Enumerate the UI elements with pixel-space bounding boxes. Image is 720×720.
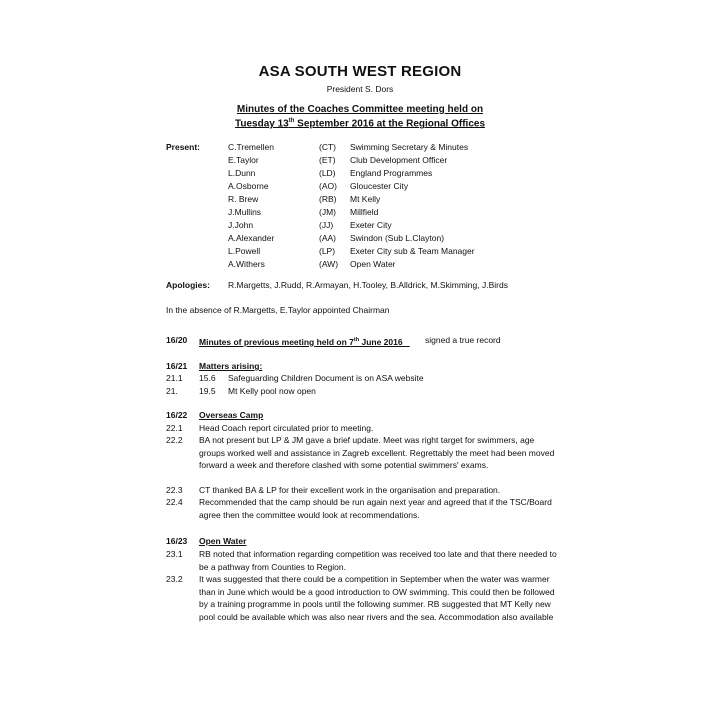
present-member-row bbox=[0, 142, 720, 154]
item-title-16-20: Minutes of previous meeting held on 7th June 2016 bbox=[199, 336, 403, 347]
member-code: (LD) bbox=[319, 168, 336, 178]
member-code: (CT) bbox=[319, 142, 336, 152]
minutes-heading-line-2: Tuesday 13th September 2016 at the Regional Offices bbox=[234, 118, 486, 130]
present-member-row bbox=[0, 168, 720, 180]
row-number: 21.1 bbox=[166, 373, 183, 383]
row-text: Safeguarding Children Document is on ASA website bbox=[228, 373, 424, 383]
overseas-camp-row-text: Recommended that the camp should be run again next year and agreed that if the TSC/Board agree then the committee would look at recommendations. bbox=[199, 497, 552, 520]
member-role: Gloucester City bbox=[350, 181, 409, 191]
member-name: J.Mullins bbox=[228, 207, 262, 217]
member-name: J.John bbox=[228, 220, 254, 230]
president-line: President S. Dors bbox=[326, 84, 394, 94]
row-reference: 19.5 bbox=[199, 385, 216, 396]
present-member-row bbox=[0, 259, 720, 271]
member-name: L.Dunn bbox=[228, 168, 256, 178]
member-name: A.Withers bbox=[228, 259, 265, 269]
item-title-16-21: Matters arising: bbox=[199, 361, 263, 371]
member-name: L.Powell bbox=[228, 246, 261, 256]
member-role: Swindon (Sub L.Clayton) bbox=[350, 233, 445, 243]
apologies-label: Apologies: bbox=[166, 280, 210, 290]
present-member-row bbox=[0, 181, 720, 193]
item-title-16-23: Open Water bbox=[199, 536, 247, 546]
absence-note: In the absence of R.Margetts, E.Taylor appointed Chairman bbox=[166, 305, 390, 315]
member-name: R. Brew bbox=[228, 194, 259, 204]
matters-arising-row bbox=[0, 386, 720, 398]
member-role: England Programmes bbox=[350, 168, 433, 178]
item-number-16-21: 16/21 bbox=[166, 361, 188, 371]
member-code: (AO) bbox=[319, 181, 337, 191]
row-number: 21. bbox=[166, 385, 178, 396]
member-code: (RB) bbox=[319, 194, 337, 204]
member-name: A.Osborne bbox=[228, 181, 269, 191]
overseas-camp-row-text: CT thanked BA & LP for their excellent work in the organisation and preparation. bbox=[199, 485, 501, 495]
item-number-16-20: 16/20 bbox=[166, 335, 188, 345]
member-name: E.Taylor bbox=[228, 155, 259, 165]
open-water-row-text: RB noted that information regarding competition was received too late and that there needed to be a pathway from Counties to Region. bbox=[199, 549, 557, 572]
member-role: Exeter City sub & Team Manager bbox=[350, 246, 475, 256]
member-role: Swimming Secretary & Minutes bbox=[350, 142, 469, 152]
apologies-text: R.Margetts, J.Rudd, R.Armayan, H.Tooley, B.Alldrick, M.Skimming, J.Birds bbox=[228, 280, 508, 290]
row-number: 23.1 bbox=[166, 549, 183, 559]
item-suffix-16-20: signed a true record bbox=[425, 335, 501, 345]
member-role: Mt Kelly bbox=[350, 194, 381, 204]
item-title-16-22: Overseas Camp bbox=[199, 410, 264, 420]
present-member-row bbox=[0, 233, 720, 245]
member-code: (AW) bbox=[319, 259, 339, 269]
row-number: 23.2 bbox=[166, 574, 183, 584]
item-number-16-23: 16/23 bbox=[166, 536, 188, 546]
member-role: Club Development Officer bbox=[350, 155, 448, 165]
member-role: Open Water bbox=[350, 259, 396, 269]
present-member-row bbox=[0, 207, 720, 219]
document-title: ASA SOUTH WEST REGION bbox=[258, 63, 462, 80]
row-number: 22.3 bbox=[166, 485, 183, 495]
member-code: (ET) bbox=[319, 155, 336, 165]
member-role: Exeter City bbox=[350, 220, 392, 230]
member-role: Millfield bbox=[350, 207, 379, 217]
row-number: 22.2 bbox=[166, 435, 183, 445]
present-member-row bbox=[0, 246, 720, 258]
item-number-16-22: 16/22 bbox=[166, 410, 188, 420]
member-code: (JJ) bbox=[319, 220, 334, 230]
member-code: (AA) bbox=[319, 233, 336, 243]
minutes-heading-line-1: Minutes of the Coaches Committee meeting held on bbox=[236, 104, 484, 115]
open-water-row-text: It was suggested that there could be a competition in September when the water was warmer than in June which would be a good introduction to OW swimming. This could then be followed by a training programme in pools until the following summer. RB suggested that MT Kelly new pool could be available which was also near rivers and the sea. Accommodation also available bbox=[199, 574, 555, 622]
matters-arising-row bbox=[0, 373, 720, 385]
present-member-row bbox=[0, 194, 720, 206]
row-reference: 15.6 bbox=[199, 373, 216, 383]
member-name: A.Alexander bbox=[228, 233, 275, 243]
present-member-row bbox=[0, 155, 720, 167]
row-text: Mt Kelly pool now open bbox=[228, 385, 316, 396]
member-name: C.Tremellen bbox=[228, 142, 274, 152]
row-number: 22.1 bbox=[166, 423, 183, 433]
member-code: (LP) bbox=[319, 246, 336, 256]
overseas-camp-row-text: Head Coach report circulated prior to meeting. bbox=[199, 423, 374, 433]
present-label: Present: bbox=[166, 142, 201, 152]
overseas-camp-row-text: BA not present but LP & JM gave a brief update. Meet was right target for swimmers, age groups worked well and assistance in Zagreb excellent. Regrettably the meet had been moved forward a week and therefore clashed with some potential swimmers' exams. bbox=[199, 435, 555, 471]
row-number: 22.4 bbox=[166, 497, 183, 507]
member-code: (JM) bbox=[319, 207, 336, 217]
present-member-row bbox=[0, 220, 720, 232]
